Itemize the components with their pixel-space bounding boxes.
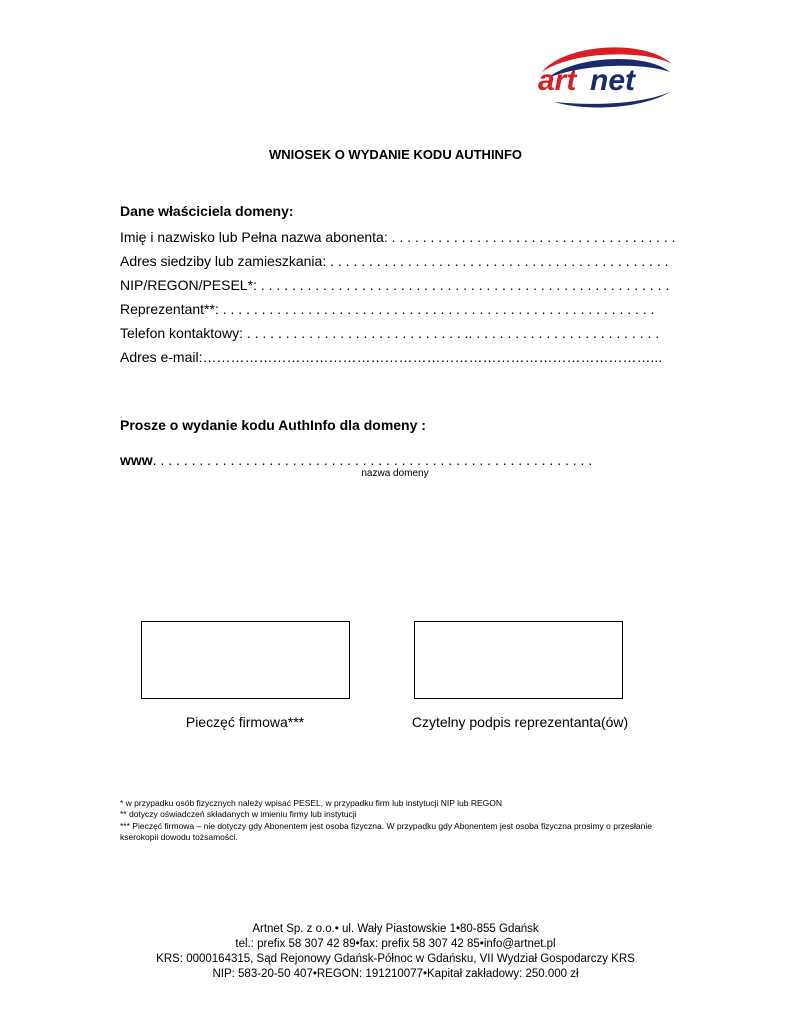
logo-text-net: net	[590, 64, 635, 97]
phone-field[interactable]: Telefon kontaktowy: . . . . . . . . . . . . . . . . . . . . . . . . . . . . .. . . . . . . . . . . . . . . . . . . . . . . . .	[120, 325, 660, 341]
domain-dots: . . . . . . . . . . . . . . . . . . . . . . . . . . . . . . . . . . . . . . . . . . . . . . . . . . . . . . . . .	[152, 452, 593, 468]
signature-box[interactable]	[414, 621, 623, 699]
company-stamp-label: Pieczęć firmowa***	[185, 714, 305, 730]
logo-text-art: art	[538, 64, 577, 97]
footer-nip-regon: NIP: 583-20-50 407•REGON: 191210077•Kapitał zakładowy: 250.000 zł	[212, 968, 579, 980]
footnote-stamp: *** Pieczęć firmowa – nie dotyczy gdy Abonentem jest osoba fizyczna. W przypadku gdy Abonentem jest osoba fizyczna prosimy o przesłanie kserokopii dowodu tożsamości.	[120, 821, 652, 842]
footnote-representative: ** dotyczy oświadczeń składanych w imieniu firmy lub instytucji	[120, 809, 357, 819]
request-heading: Prosze o wydanie kodu AuthInfo dla domeny :	[120, 417, 426, 433]
owner-address-field[interactable]: Adres siedziby lub zamieszkania: . . . . . . . . . . . . . . . . . . . . . . . . . . . . . . . . . . . . . . . . . . . .	[120, 253, 669, 269]
artnet-logo-graphic	[534, 42, 676, 112]
footnote-pesel: * w przypadku osób fizycznych należy wpisać PESEL, w przypadku firm lub instytucji NIP lub REGON	[120, 798, 503, 808]
footer-contact: tel.: prefix 58 307 42 89•fax: prefix 58 307 42 85•info@artnet.pl	[235, 938, 556, 950]
email-field[interactable]: Adres e-mail:……………………………………………………………………………………...	[120, 349, 663, 365]
signature-label: Czytelny podpis reprezentanta(ów)	[411, 714, 629, 730]
domain-field[interactable]	[120, 451, 680, 469]
www-prefix: www	[120, 452, 153, 468]
owner-name-field[interactable]: Imię i nazwisko lub Pełna nazwa abonenta: . . . . . . . . . . . . . . . . . . . . . . . . . . . . . . . . . . . . .	[120, 229, 676, 245]
footer-address: Artnet Sp. z o.o.• ul. Wały Piastowskie 1•80-855 Gdańsk	[252, 923, 539, 935]
artnet-logo	[534, 42, 676, 112]
owner-section-heading: Dane właściciela domeny:	[120, 203, 294, 219]
company-footer	[0, 922, 791, 982]
owner-nip-field[interactable]: NIP/REGON/PESEL*: . . . . . . . . . . . . . . . . . . . . . . . . . . . . . . . . . . . . . . . . . . . . . . . . . . . . .	[120, 277, 670, 293]
footer-krs: KRS: 0000164315, Sąd Rejonowy Gdańsk-Północ w Gdańsku, VII Wydział Gospodarczy KRS	[156, 953, 635, 965]
document-title: WNIOSEK O WYDANIE KODU AUTHINFO	[268, 147, 522, 162]
domain-caption: nazwa domeny	[361, 468, 429, 479]
representative-field[interactable]: Reprezentant**: . . . . . . . . . . . . . . . . . . . . . . . . . . . . . . . . . . . . . . . . . . . . . . . . . . . . . . . .	[120, 301, 655, 317]
company-stamp-box[interactable]	[141, 621, 350, 699]
